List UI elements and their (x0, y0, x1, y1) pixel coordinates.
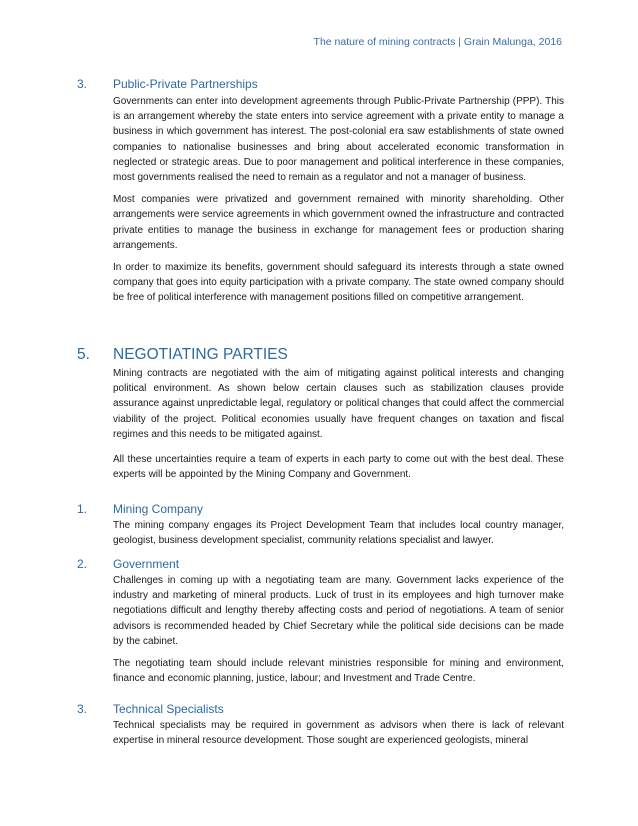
paragraph: Mining contracts are negotiated with the aim of mitigating against political interests and changing political environment. As shown below certain clauses such as stabilization clauses provide assurance against unpredictable legal, regulatory or political changes that could affect the commercial viability of the project. Political economies usually have frequent changes on taxation and fiscal regimes and this needs to be mitigated against. (113, 368, 564, 440)
paragraph: In order to maximize its benefits, government should safeguard its interests through a state owned company that goes into equity participation with a private company. The state owned company should be free of political interference with management positions filled on competitive arrangement. (113, 262, 564, 304)
section-body (113, 366, 564, 482)
paragraph: The mining company engages its Project Development Team that includes local country manager, geologist, business development specialist, community relations specialist and lawyer. (113, 520, 564, 547)
running-header: The nature of mining contracts | Grain Malunga, 2016 (313, 36, 562, 48)
section-number: 1. (77, 502, 88, 516)
section-body (113, 518, 564, 548)
section-technical-specialists (77, 702, 564, 755)
section-number: 3. (77, 77, 88, 91)
section-heading (77, 346, 564, 364)
section-body (113, 94, 564, 306)
section-title: Public-Private Partnerships (113, 77, 258, 91)
section-title: Technical Specialists (113, 702, 224, 716)
section-heading (77, 557, 564, 571)
section-public-private-partnerships (77, 77, 564, 313)
section-negotiating-parties (77, 346, 564, 489)
section-body (113, 573, 564, 686)
section-number: 5. (77, 346, 90, 363)
section-heading (77, 502, 564, 516)
paragraph: All these uncertainties require a team of experts in each party to come out with the best deal. These experts will be appointed by the Mining Company and Government. (113, 454, 564, 481)
section-title: Mining Company (113, 502, 204, 516)
section-title: NEGOTIATING PARTIES (113, 346, 288, 363)
paragraph: Challenges in coming up with a negotiating team are many. Government lacks experience of the industry and marketing of mineral products. Luck of trust in its employees and high turnover make negotiations difficult and lengthy thereby affecting costs and period of negotiations. A team of senior advisors is recommended headed by Chief Secretary while the political side decisions can be made by the cabinet. (113, 575, 564, 647)
paragraph: Governments can enter into development agreements through Public-Private Partnership (PPP). This is an arrangement whereby the state enters into service agreement with a private entity to manage a business in which government has interest. The post-colonial era saw establishments of state owned companies to nationalise businesses and bring about accelerated economic transformation in neglected or strategic areas. Due to poor management and political interference in these companies, most governments realised the need to remain as a regulator and not a manager of business. (113, 96, 564, 184)
section-heading (77, 77, 564, 91)
paragraph: The negotiating team should include relevant ministries responsible for mining and environment, finance and economic planning, justice, labour; and Investment and Trade Centre. (113, 658, 564, 685)
section-heading (77, 702, 564, 716)
paragraph: Technical specialists may be required in government as advisors when there is lack of relevant expertise in mineral resource development. Those sought are experienced geologists, mineral (113, 720, 564, 747)
section-mining-company (77, 502, 564, 555)
section-number: 3. (77, 702, 88, 716)
paragraph: Most companies were privatized and government remained with minority shareholding. Other arrangements were service agreements in which government owned the infrastructure and contracted private entities to manage the business in exchange for management fees or production sharing arrangements. (113, 194, 564, 251)
section-body (113, 718, 564, 748)
section-title: Government (113, 557, 180, 571)
section-government (77, 557, 564, 693)
section-number: 2. (77, 557, 88, 571)
